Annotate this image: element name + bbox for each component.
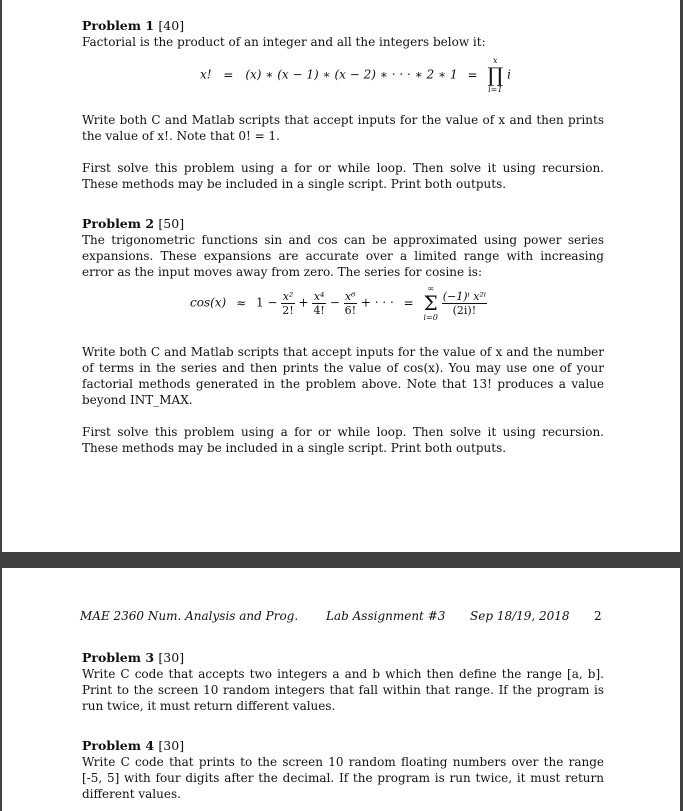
problem-3-heading <box>82 650 604 666</box>
problem-1 <box>82 18 604 50</box>
problem-3-points: [30] <box>158 650 185 665</box>
header-assignment: Lab Assignment #3 <box>326 609 446 623</box>
factorial-formula <box>200 56 511 94</box>
sum-lower-limit: i=0 <box>423 313 438 322</box>
cos-op-2: − <box>329 295 340 310</box>
factorial-rhs: (x) ∗ (x − 1) ∗ (x − 2) ∗ · · · ∗ 2 ∗ 1 <box>245 67 458 82</box>
header-date: Sep 18/19, 2018 <box>470 609 570 623</box>
cos-term-2-den: 4! <box>313 303 325 317</box>
problem-4-text: Write C code that prints to the screen 10 random floating numbers over the range [-5, 5] with four digits after the decimal. If the program is run twice, it must return different values. <box>82 755 604 801</box>
problem-1-title: Problem 1 <box>82 18 155 33</box>
problem-3-text: Write C code that accepts two integers a and b which then define the range [a, b]. Print to the screen 10 random integers that fall within that range. If the program is run twice, it must return different values. <box>82 667 604 713</box>
problem-1-para-2: First solve this problem using a for or while loop. Then solve it using recursion. These methods may be included in a single script. Print both outputs. <box>82 161 604 191</box>
sum-term-den: (2i)! <box>452 303 477 317</box>
product-symbol: ∏ <box>487 63 504 87</box>
header-page-number: 2 <box>594 609 602 623</box>
problem-2 <box>82 216 604 280</box>
product-upper-limit: x <box>493 56 498 65</box>
sum-term <box>442 290 487 317</box>
product-lower-limit: i=1 <box>488 85 503 94</box>
cos-term-2-num: x⁴ <box>313 289 325 303</box>
problem-4-heading <box>82 738 604 754</box>
problem-4-title: Problem 4 <box>82 738 155 753</box>
problem-2-body <box>82 344 604 456</box>
problem-2-para-1: Write both C and Matlab scripts that accept inputs for the value of x and the number of terms in the series and then prints the value of cos(x). You may use one of your factorial methods generated in the problem above. Note that 13! produces a value beyond INT_MAX. <box>82 345 604 407</box>
cos-term-3 <box>344 290 357 317</box>
sum-term-num: (−1)ⁱ x²ⁱ <box>442 289 487 303</box>
problem-1-para-1: Write both C and Matlab scripts that accept inputs for the value of x and then prints the value of x!. Note that 0! = 1. <box>82 113 604 143</box>
problem-1-points: [40] <box>158 18 185 33</box>
sum-symbol: Σ <box>423 291 438 315</box>
cos-term-2 <box>312 290 325 317</box>
factorial-lhs: x! <box>200 67 212 82</box>
problem-2-para-2: First solve this problem using a for or while loop. Then solve it using recursion. These methods may be included in a single script. Print both outputs. <box>82 425 604 455</box>
problem-4 <box>82 738 604 802</box>
problem-1-intro: Factorial is the product of an integer and all the integers below it: <box>82 35 486 49</box>
cos-term-3-den: 6! <box>344 303 356 317</box>
cos-term-1-den: 2! <box>282 303 294 317</box>
cosine-series-formula <box>190 284 487 322</box>
cos-term-1-num: x² <box>282 289 294 303</box>
factorial-eq: = <box>223 67 234 82</box>
problem-2-points: [50] <box>158 216 185 231</box>
factorial-eq2: = <box>467 67 478 82</box>
problem-2-heading <box>82 216 604 232</box>
cos-one: 1 − <box>255 295 278 310</box>
problem-2-intro: The trigonometric functions sin and cos can be approximated using power series expansions. These expansions are accurate over a limited range with increasing error as the input moves away from zero. The series for cosine is: <box>82 233 604 279</box>
sum-upper-limit: ∞ <box>427 284 435 293</box>
cos-tail: + · · · <box>360 295 394 310</box>
cos-eq: = <box>403 295 414 310</box>
header-course: MAE 2360 Num. Analysis and Prog. <box>80 609 299 623</box>
cos-approx: ≈ <box>236 295 247 310</box>
product-operator <box>487 56 503 94</box>
cos-op-1: + <box>298 295 309 310</box>
problem-3-title: Problem 3 <box>82 650 155 665</box>
problem-4-points: [30] <box>158 738 185 753</box>
problem-2-title: Problem 2 <box>82 216 155 231</box>
cos-term-1 <box>281 290 294 317</box>
problem-3 <box>82 650 604 714</box>
cos-term-3-num: x⁶ <box>344 289 356 303</box>
page-2 <box>2 568 680 811</box>
product-term: i <box>507 67 511 82</box>
problem-1-body <box>82 112 604 192</box>
cos-lhs: cos(x) <box>190 295 227 310</box>
problem-1-heading <box>82 18 604 34</box>
sum-operator <box>424 284 438 322</box>
page-1 <box>2 0 680 552</box>
